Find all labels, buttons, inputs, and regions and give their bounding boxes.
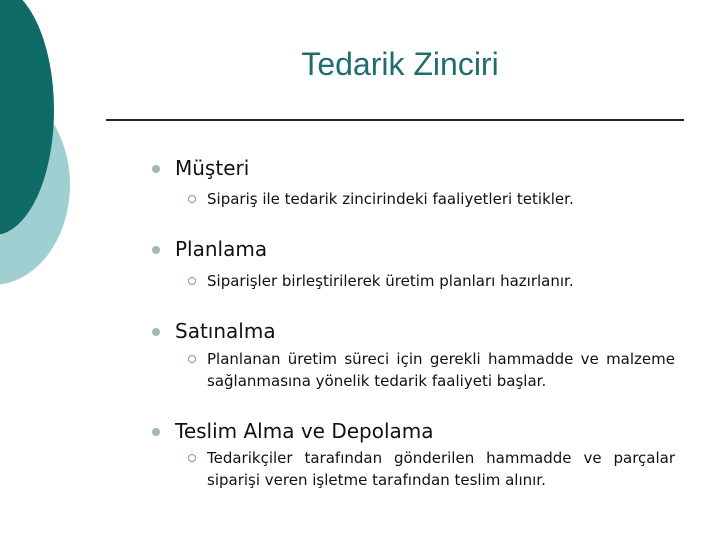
sub-bullet-text: Planlanan üretim süreci için gerekli hammadde ve malzeme sağlanmasına yönelik tedarik faaliyeti başlar. [207,350,675,390]
sub-bullet-ring-icon [188,195,196,203]
sub-bullet-text: Tedarikçiler tarafından gönderilen hammadde ve parçalar siparişi veren işletme tarafından teslim alınır. [207,449,675,489]
bullet-dot-icon [152,165,160,173]
bullet-heading: Müşteri [175,156,250,180]
sub-bullet-ring-icon [188,355,196,363]
slide-title: Tedarik Zinciri [301,46,499,82]
bullet-dot-icon [152,328,160,336]
bullet-dot-icon [152,428,160,436]
sub-bullet-text: Sipariş ile tedarik zincirindeki faaliyetleri tetikler. [207,190,574,208]
sub-bullet-ring-icon [188,454,196,462]
sub-bullet-text: Siparişler birleştirilerek üretim planları hazırlanır. [207,272,574,290]
bullet-heading: Satınalma [175,319,276,343]
sub-bullet-ring-icon [188,277,196,285]
bullet-heading: Teslim Alma ve Depolama [175,419,434,443]
bullet-dot-icon [152,246,160,254]
bullet-heading: Planlama [175,237,268,261]
